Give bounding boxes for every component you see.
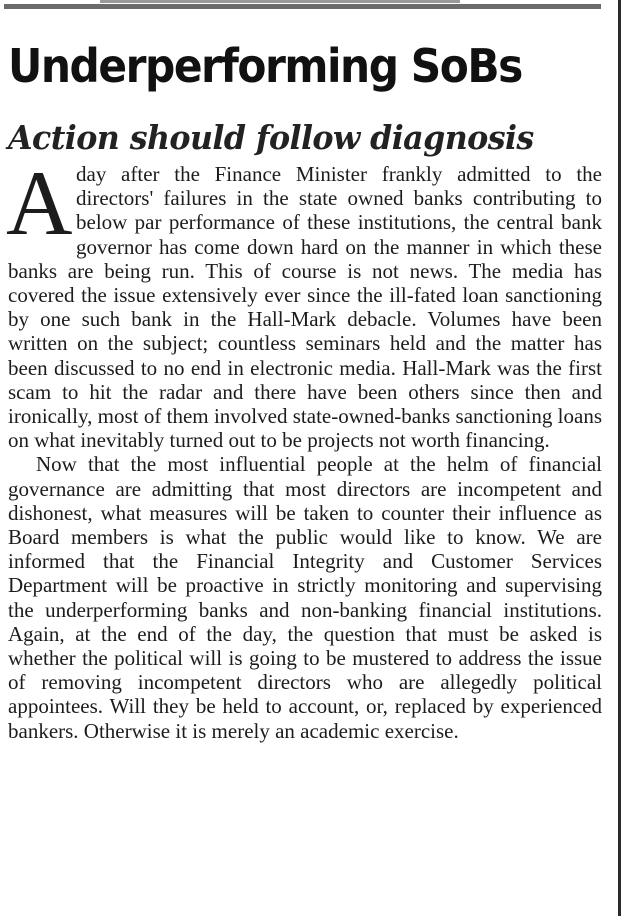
column-divider-rule — [618, 0, 621, 916]
article-paragraph-2: Now that the most influential people at the helm of financial governance are admitting that most directors are incompetent and dishonest, what measures will be taken to counter their influence as Board members is what the public would like to know. We are informed that the Financial Integrity and Customer Services Department will be proactive in strictly monitoring and supervising the underperforming banks and non-banking financial institutions. Again, at the end of the day, the question that must be asked is whether the political will is going to be mustered to address the issue of removing incompetent directors who are allegedly political appointees. Will they be held to account, or, replaced by experienced bankers. Otherwise it is merely an academic exercise. — [8, 452, 602, 743]
cropped-text-fragment — [100, 0, 460, 3]
drop-cap: A — [6, 152, 73, 254]
paragraph-1-text: day after the Finance Minister frankly admitted to the directors' failures in the state owned banks contributing to below par performance of these institutions, the central bank governor has come down hard on the manner in which these banks are being run. This of course is not news. The media has covered the issue extensively ever since the ill-fated loan sanctioning by one such bank in the Hall-Mark debacle. Volumes have been written on the subject; countless seminars held and the matter has been discussed to no end in electronic media. Hall-Mark was the first scam to hit the radar and there have been others since then and ironically, most of them involved state-owned-banks sanctioning loans on what inevitably turned out to be projects not worth financing. — [8, 162, 602, 453]
article-body — [6, 152, 602, 743]
top-divider-rule — [4, 4, 601, 9]
subheadline: Action should follow diagnosis — [8, 118, 534, 157]
article-paragraph-1 — [6, 152, 602, 453]
headline: Underperforming SoBs — [8, 39, 522, 93]
